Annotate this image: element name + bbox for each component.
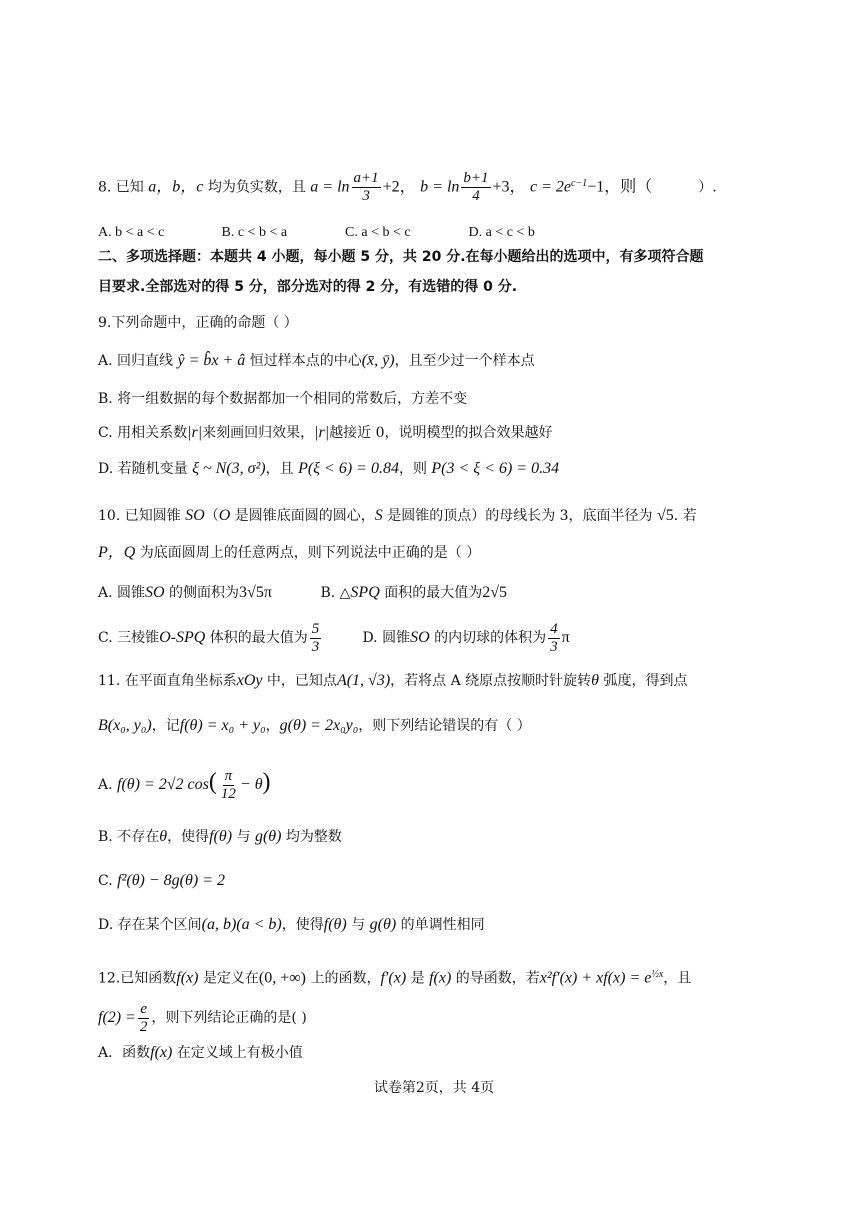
q12-fx2: f(x) — [429, 969, 452, 987]
q10-stem-line2 — [98, 542, 808, 564]
q12-f2: f(2) = — [98, 1009, 136, 1026]
q11-a-den: 12 — [220, 785, 236, 802]
q11-d-mid2: 与 — [346, 917, 370, 933]
q9-a-post: ，且至少过一个样本点 — [394, 353, 535, 369]
q10-d-num: 4 — [550, 620, 558, 637]
q11-stem-line1 — [98, 670, 808, 692]
q8-c-expr: c = 2e — [530, 178, 571, 196]
q10-a-so: SO — [145, 584, 165, 601]
q10-option-b — [320, 582, 507, 604]
q8-a-tail: +2， — [382, 178, 416, 196]
q12-d: 的导函数，若 — [451, 970, 540, 987]
q8-a-num: a+1 — [353, 170, 379, 186]
q10-a: （ — [204, 508, 219, 524]
q12-fx: f(x) — [176, 969, 199, 987]
q8-b-tail: +3， — [492, 178, 526, 196]
q11-d-g: g(θ) — [369, 916, 397, 933]
q9-c-post: 越接近 0，说明模型的拟合效果越好 — [329, 425, 553, 441]
q11-b-g: g(θ) — [254, 828, 282, 845]
q11-a-frac — [219, 768, 238, 803]
q11-point-b: B(x₀, y₀) — [98, 717, 152, 734]
q12-a-pre: A．函数 — [98, 1045, 151, 1061]
q8-option-a: A. b < a < c — [98, 225, 165, 240]
q10-c-pre: C. 三棱锥 — [98, 630, 160, 646]
q11-d-mid: ，使得 — [281, 917, 324, 933]
q8-b-lhs: b = ln — [420, 178, 460, 196]
q10-so: SO — [185, 507, 205, 524]
q11-option-c — [98, 870, 808, 892]
q9-d-m1: ξ ~ N(3, σ²) — [192, 460, 266, 477]
q11-l2b: ， — [265, 718, 280, 734]
q11-a-lhs: f(θ) = 2√2 cos — [117, 776, 209, 793]
q11-a-tail: − θ — [239, 776, 263, 793]
q9-d-m2: P(ξ < 6) = 0.84 — [298, 460, 399, 477]
q9-d-pre: D. 若随机变量 — [98, 461, 188, 477]
q12-option-a — [98, 1042, 808, 1064]
q10-a-pre: A. 圆锥 — [98, 585, 146, 601]
q12-eq-sup: ½x — [651, 969, 664, 980]
q10-sqrt5: √5 — [657, 507, 674, 524]
q10-line2: 为底面圆周上的任意两点，则下列说法中正确的是（ ） — [135, 545, 481, 561]
q10-b-mid: 面积的最大值为 — [379, 585, 483, 601]
q10-d-pi: π — [561, 629, 570, 646]
q12-a-fx: f(x) — [150, 1044, 173, 1061]
q10-c-frac — [310, 621, 322, 656]
q10-c-mid: 体积的最大值为 — [205, 630, 308, 646]
q8-prefix: 8. 已知 — [98, 179, 144, 196]
q11-d-f: f(θ) — [323, 916, 347, 933]
q8-option-c: C. a < b < c — [345, 225, 411, 240]
q10-options-ab — [98, 582, 808, 604]
q9-a-math: ŷ = b̂x + â — [177, 352, 246, 369]
q12-line2: ，则下列结论正确的是( ) — [151, 1010, 307, 1026]
q9-stem: 9.下列命题中，正确的命题（ ） — [98, 315, 298, 331]
q9-option-a — [98, 350, 808, 372]
q8-a-lhs: a = ln — [310, 178, 350, 196]
q11-b-f: f(θ) — [209, 828, 233, 845]
q10-d-pre: D. 圆锥 — [362, 630, 411, 646]
q11-d-post: 的单调性相同 — [396, 917, 485, 933]
q12-c: 是 — [406, 970, 430, 987]
q11-option-b — [98, 826, 808, 848]
q11-g-def: g(θ) = 2x₀y₀ — [279, 717, 359, 734]
q11-l2c: ，则下列结论错误的有（ ） — [358, 718, 531, 734]
q11-xoy: xOy — [236, 672, 263, 689]
q11-b-theta: θ — [159, 828, 168, 845]
q9-d-m3: P(3 < ξ < 6) = 0.34 — [431, 460, 560, 477]
q10-option-c — [98, 618, 358, 658]
q10-pre: 10. 已知圆锥 — [98, 508, 181, 524]
q12-a-post: 在定义域上有极小值 — [172, 1045, 303, 1061]
q10-option-a — [98, 582, 316, 604]
q9-d-mid: ，且 — [265, 461, 294, 477]
section2-line1: 二、多项选择题：本题共 4 小题，每小题 5 分，共 20 分.在每小题给出的选项中，有多项符合题 — [98, 249, 704, 265]
q8-option-d: D. a < c < b — [468, 225, 535, 240]
q9-a-pre: A. 回归直线 — [98, 353, 174, 369]
q12-stem-line1 — [98, 964, 808, 990]
q10-pq: P，Q — [98, 544, 136, 561]
q11-c-expr: f²(θ) − 8g(θ) = 2 — [117, 872, 225, 889]
page-footer: 试卷第2页，共 4页 — [373, 1080, 495, 1096]
q8-b-num: b+1 — [463, 170, 489, 186]
q9-d-mid2: ，则 — [398, 461, 427, 477]
q10-c-num: 5 — [311, 620, 320, 637]
q10-option-d — [362, 618, 569, 658]
q10-c: 是圆锥的顶点）的母线长为 3，底面半径为 — [382, 508, 653, 524]
q10-o: O — [218, 507, 231, 524]
q8-c-sup: c−1 — [571, 177, 588, 189]
q11-c-pre: C. — [98, 873, 113, 889]
section2-line2: 目要求.全部选对的得 5 分，部分选对的得 2 分，有选错的得 0 分. — [98, 279, 518, 295]
q11-stem-line2 — [98, 715, 808, 737]
q8-b-frac — [461, 170, 490, 205]
q11-b-mid: ，使得 — [167, 829, 210, 845]
q11-theta: θ — [591, 672, 600, 689]
q10-a-mid: 的侧面积为 — [164, 585, 240, 601]
q9-c-pre: C. 用相关系数 — [98, 425, 188, 441]
q10-c-ospq: O-SPQ — [159, 629, 206, 646]
q12-b: 上的函数， — [306, 970, 381, 987]
q11-b-pre: B. 不存在 — [98, 829, 160, 845]
q8-end: ）. — [698, 179, 717, 196]
q10-options-cd — [98, 618, 808, 658]
q11-b: ，若将点 A 绕原点按顺时针旋转 — [390, 673, 592, 689]
q10-b-pre: B. △ — [320, 585, 351, 601]
q12-e: ，且 — [663, 970, 692, 987]
q11-a-num: π — [224, 767, 233, 784]
q11-b-mid2: 与 — [232, 829, 255, 845]
q12-domain: (0, +∞) — [258, 969, 307, 987]
q11-l2a: ，记 — [151, 718, 180, 734]
q10-s: S — [374, 507, 383, 524]
q10-d-den: 3 — [550, 638, 558, 655]
q10-b-val: 2√5 — [482, 584, 507, 601]
q10-d: . 若 — [673, 508, 697, 524]
q10-b: 是圆锥底面圆的圆心， — [230, 508, 375, 524]
q11-d-int: (a, b)(a < b) — [201, 916, 282, 933]
q9-option-c — [98, 422, 808, 444]
q9-c-r: |r| — [187, 424, 203, 441]
q12-f2-num: e — [140, 1000, 147, 1017]
q12-fpx: f′(x) — [380, 969, 407, 987]
q8-a-frac — [352, 170, 381, 205]
q11-a-pre: A. — [98, 777, 113, 793]
q8-b-den: 4 — [472, 188, 480, 204]
q9-a-mid: 恒过样本点的中心 — [249, 353, 362, 369]
q10-b-spq: SPQ — [350, 584, 380, 601]
q11-b-post: 均为整数 — [281, 829, 342, 845]
q9-option-b: B. 将一组数据的每个数据都加一个相同的常数后，方差不变 — [98, 391, 468, 407]
q8-a-den: 3 — [362, 188, 370, 204]
q8-mid: 均为负实数，且 — [207, 179, 306, 196]
q8-option-b: B. c < b < a — [221, 225, 288, 240]
q10-d-mid: 的内切球的体积为 — [429, 630, 547, 646]
q11-point-a: A(1, √3) — [336, 672, 391, 689]
q9-option-d — [98, 458, 808, 480]
q10-a-val: 3√5π — [239, 584, 272, 601]
q12-f2-den: 2 — [139, 1018, 148, 1035]
q12-eq: x²f′(x) + xf(x) = e — [539, 969, 652, 987]
q11-a: 中，已知点 — [262, 673, 337, 689]
q11-pre: 11. 在平面直角坐标系 — [98, 673, 237, 689]
q11-f-def: f(θ) = x₀ + y₀ — [179, 717, 266, 734]
q12-f2-frac — [138, 1001, 150, 1036]
q8-c-tail: −1，则（ — [587, 178, 653, 196]
q8-options — [98, 222, 808, 244]
q9-a-math2: (x̄, ȳ) — [361, 352, 395, 369]
q10-d-so: SO — [410, 629, 430, 646]
q11-c: 弧度，得到点 — [599, 673, 688, 689]
q12-a: 是定义在 — [198, 970, 259, 987]
q8-vars: a，b，c — [148, 178, 204, 196]
q10-c-den: 3 — [311, 638, 320, 655]
q11-option-d — [98, 914, 808, 936]
q11-option-a: A. f(θ) = 2√2 cos( $\frac{\pi}{12}$ − θ) — [98, 767, 271, 802]
q9-c-mid: 来刻画回归效果， — [202, 425, 315, 441]
q9-c-r2: |r| — [314, 424, 330, 441]
q12-pre: 12.已知函数 — [98, 970, 177, 987]
q11-d-pre: D. 存在某个区间 — [98, 917, 202, 933]
q10-d-frac — [548, 621, 560, 656]
q10-stem-line1 — [98, 505, 808, 527]
q12-stem-line2 — [98, 998, 808, 1038]
q8-stem — [98, 170, 808, 205]
